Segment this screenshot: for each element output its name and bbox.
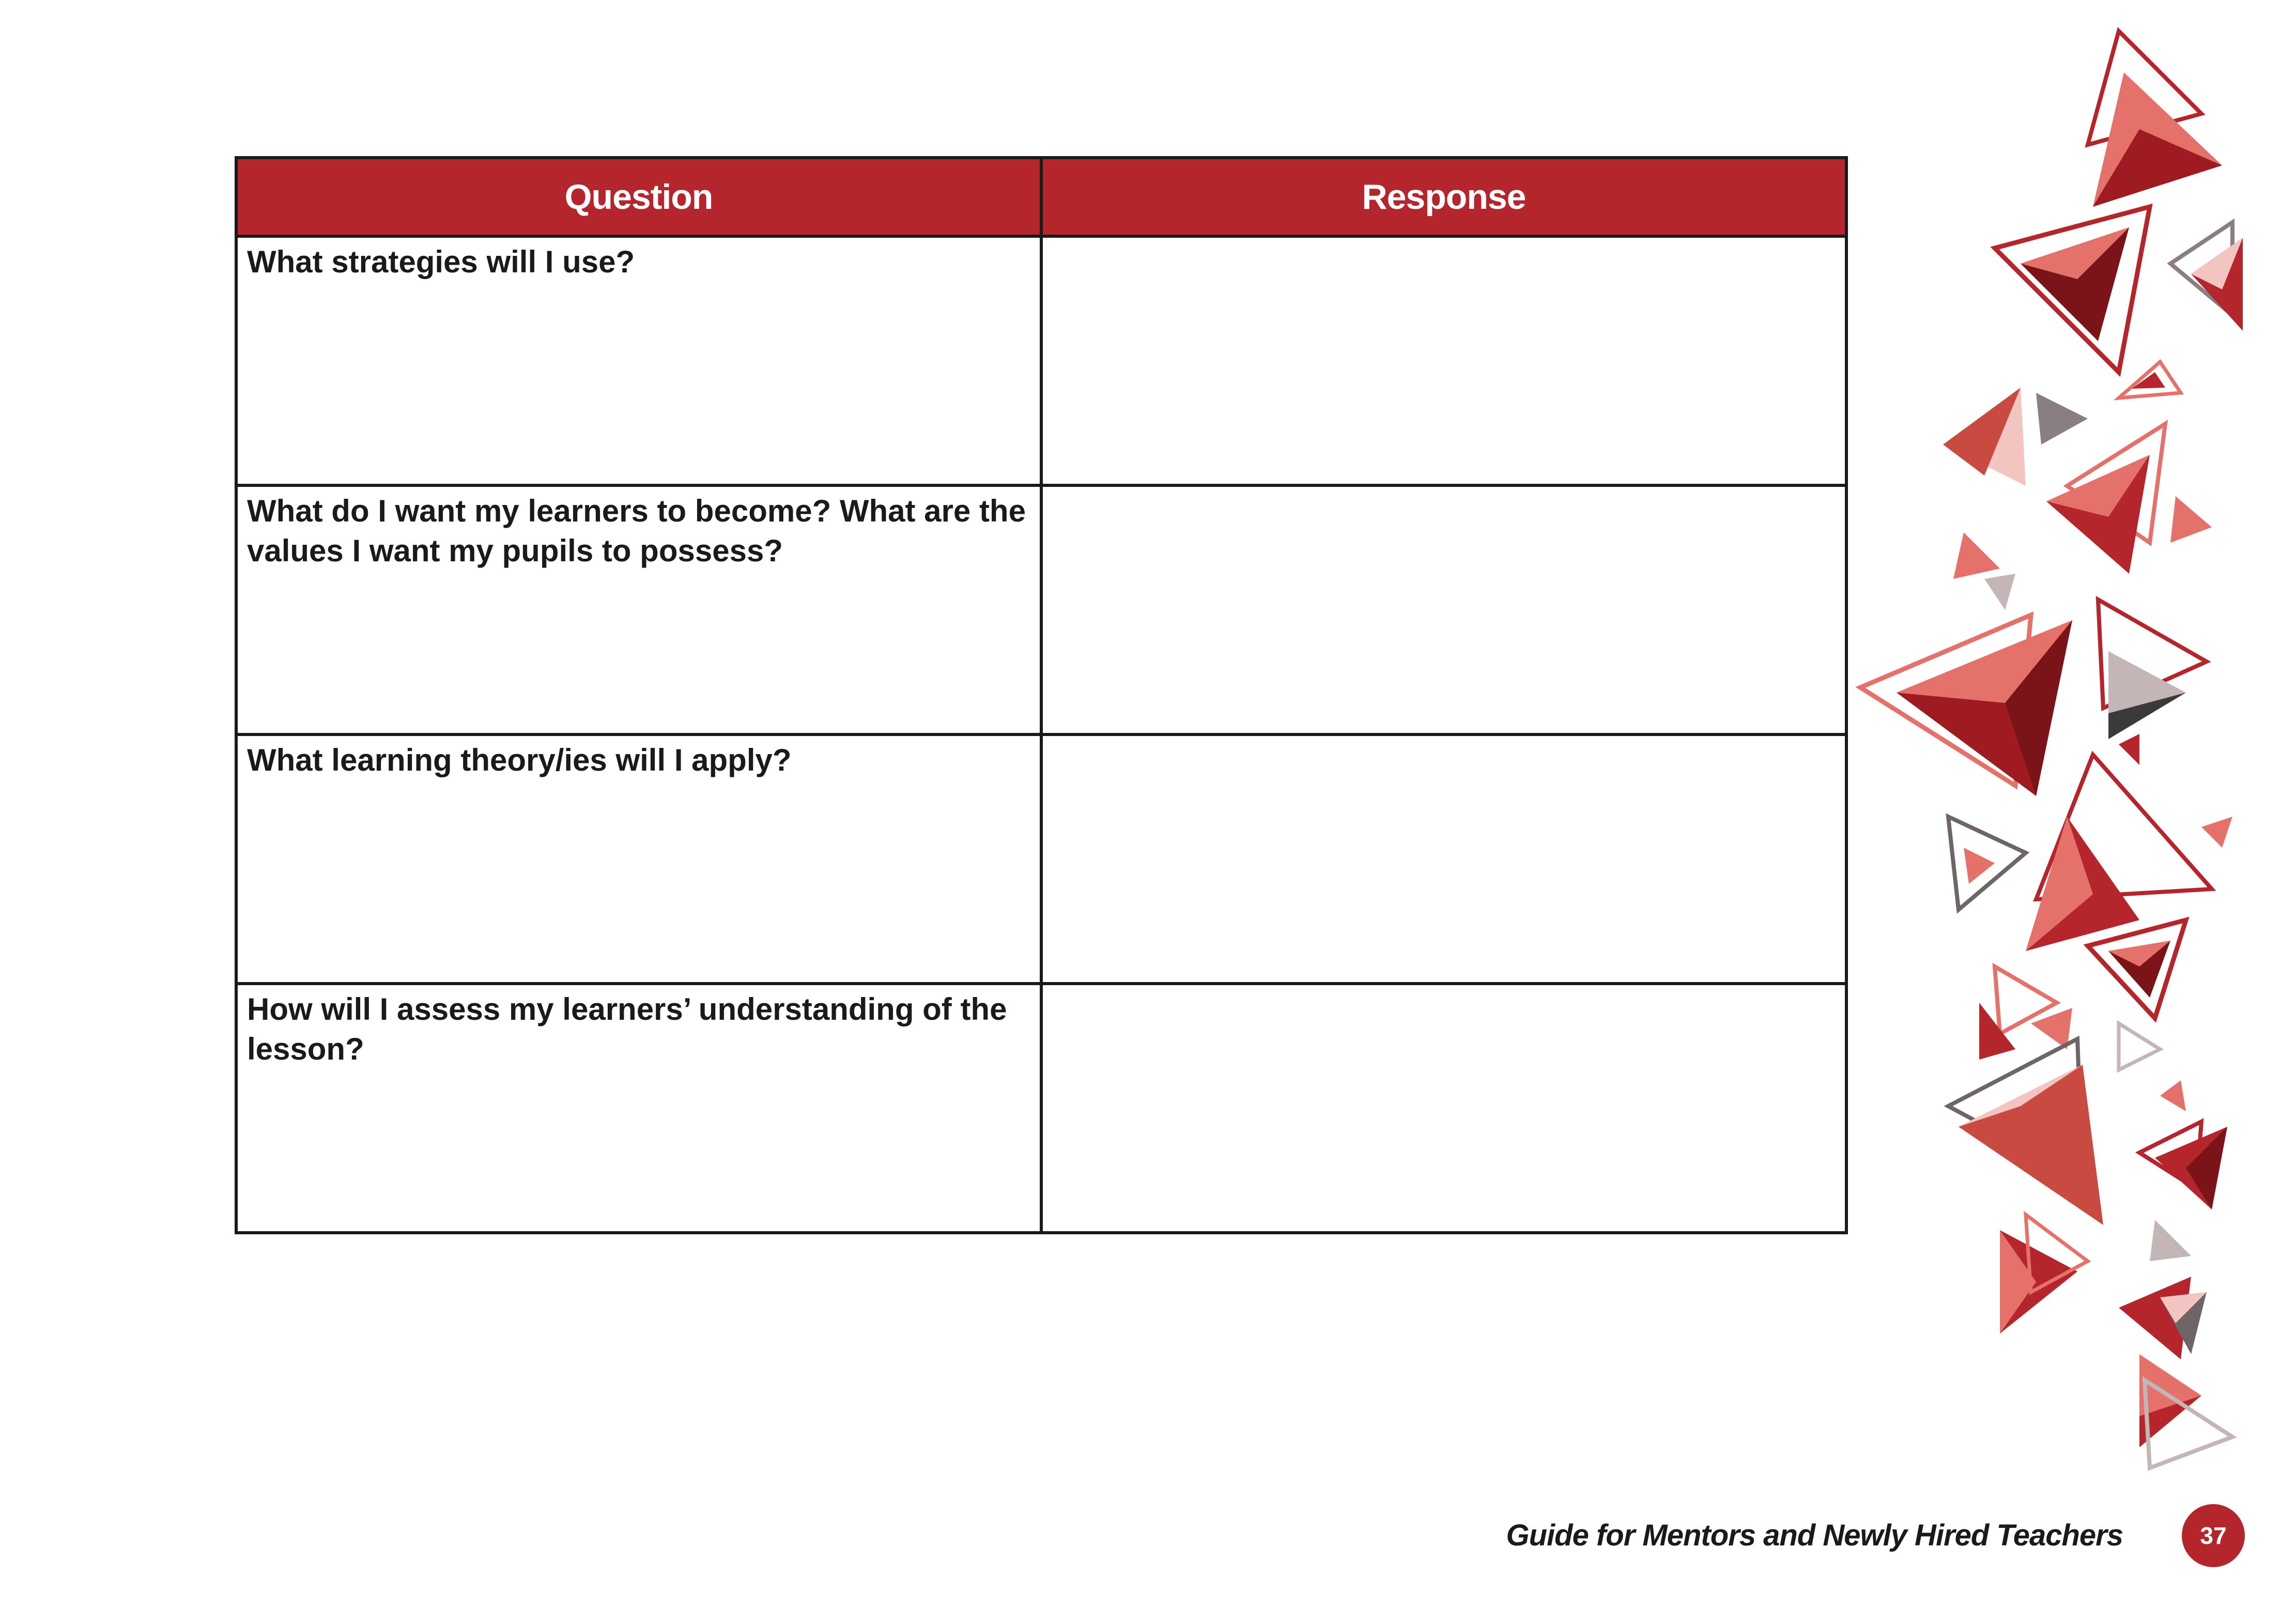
triangle-shape: [2201, 817, 2232, 848]
response-cell[interactable]: [1041, 984, 1846, 1233]
table-row: [236, 734, 1846, 984]
triangle-shape: [2119, 734, 2139, 765]
question-cell: What strategies will I use?: [236, 236, 1041, 485]
question-cell: How will I assess my learners’ understanding of the lesson?: [236, 984, 1041, 1233]
table-row: [236, 236, 1846, 485]
question-cell: What do I want my learners to become? What are the values I want my pupils to possess?: [236, 485, 1041, 734]
triangle-shape: [1964, 848, 1995, 884]
header-response: Response: [1041, 158, 1846, 236]
question-response-table: [235, 156, 1848, 1234]
triangle-shape: [2160, 1080, 2186, 1111]
triangle-shape: [1953, 532, 2000, 579]
header-question: Question: [236, 158, 1041, 236]
response-cell[interactable]: [1041, 485, 1846, 734]
decorative-triangles: [1850, 21, 2296, 1520]
triangle-shape: [2021, 227, 2129, 341]
triangle-shape: [2150, 1220, 2191, 1261]
response-cell[interactable]: [1041, 734, 1846, 984]
footer-title: Guide for Mentors and Newly Hired Teachers: [1506, 1519, 2123, 1552]
page-number-badge: 37: [2182, 1504, 2245, 1567]
triangle-outline: [2119, 1023, 2160, 1070]
table-header-row: [236, 158, 1846, 236]
triangle-shape: [2036, 393, 2088, 445]
table-row: [236, 485, 1846, 734]
triangle-shape: [1984, 574, 2015, 610]
response-cell[interactable]: [1041, 236, 1846, 485]
triangle-shape: [2170, 496, 2212, 543]
question-cell: What learning theory/ies will I apply?: [236, 734, 1041, 984]
table-row: [236, 984, 1846, 1233]
